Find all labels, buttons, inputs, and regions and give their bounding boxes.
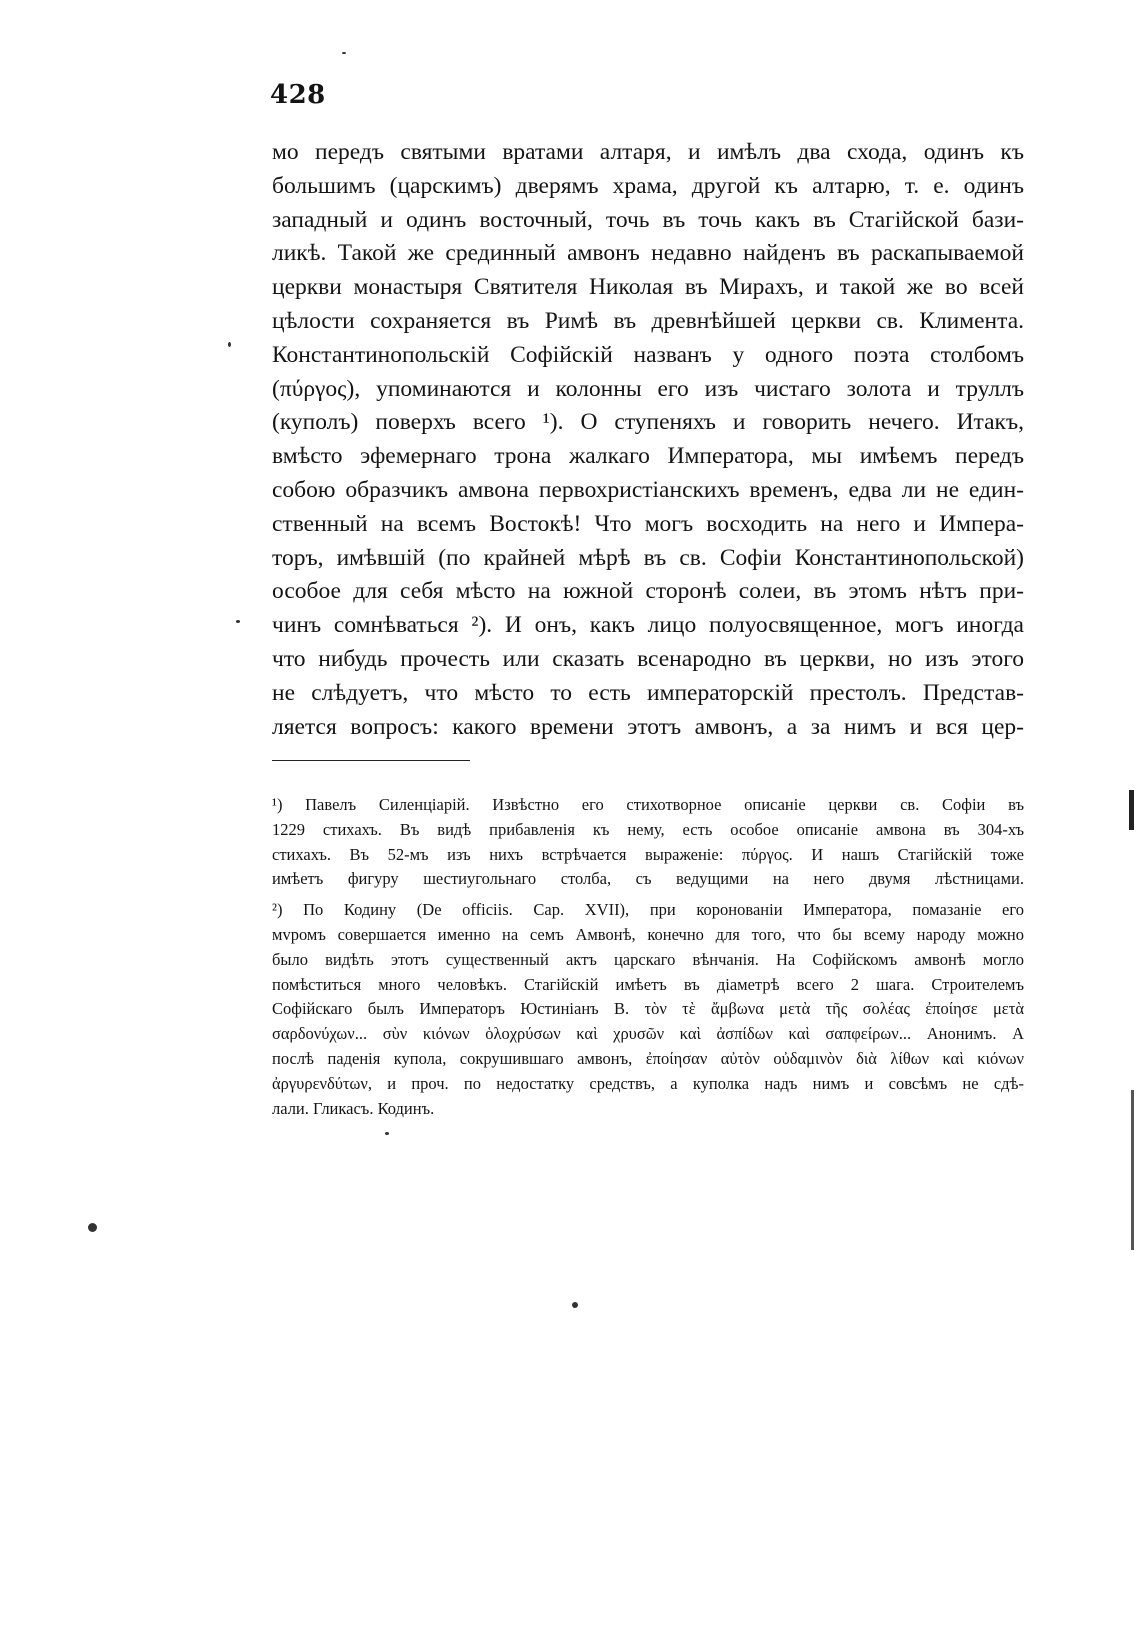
footnote-line: ἀργυρενδύτων, и проч. по недостатку средствъ, а куполка надъ нимъ и совсѣмъ не сдѣ- <box>272 1073 1024 1093</box>
text-line: церкви монастыря Святителя Николая въ Мирахъ, и такой же во всей <box>272 274 1024 301</box>
scan-edge-mark <box>1131 1090 1134 1250</box>
footnote-line: σαρδονύχων... σὺν κιόνων ὁλοχρύσων καὶ χρυσῶν καὶ ἀσπίδων καὶ σαπφείρων... Анонимъ. А <box>272 1024 1024 1044</box>
text-line: западный и одинъ восточный, точь въ точь какъ въ Стагійской бази- <box>272 206 1024 233</box>
text-line: собою образчикъ амвона первохристіанскихъ временъ, едва ли не един- <box>272 476 1024 503</box>
text-line: ляется вопросъ: какого времени этотъ амвонъ, а за нимъ и вся цер- <box>272 713 1024 740</box>
footnote-line: послѣ паденія купола, сокрушившаго амвонъ, ἐποίησαν αὐτὸν οὐδαμινὸν διὰ λίθων καὶ κιόνων <box>272 1048 1024 1068</box>
text-line: (πύργος), упоминаются и колонны его изъ чистаго золота и труллъ <box>272 375 1024 402</box>
footnote-line: ²) По Кодину (De officiis. Cap. XVII), при коронованіи Императора, помазаніе его <box>272 900 1024 920</box>
footnote-line: мvромъ совершается именно на семъ Амвонѣ, конечно для того, что бы всему народу можно <box>272 924 1024 944</box>
text-line: особое для себя мѣсто на южной сторонѣ солеи, въ этомъ нѣтъ при- <box>272 578 1024 605</box>
footnote-2 <box>272 898 1024 1121</box>
footnote-line: помѣститься много человѣкъ. Стагійскій имѣетъ въ діаметрѣ всего 2 шага. Строителемъ <box>272 974 1024 994</box>
footnote-line: ¹) Павелъ Силенціарій. Извѣстно его стихотворное описаніе церкви св. Софіи въ <box>272 795 1024 814</box>
footnote-line: Софійскаго былъ Императоръ Юстиніанъ В. τὸν τὲ ἄμβωνα μετὰ τῆς σολέας ἐποίησε μετὰ <box>272 999 1024 1019</box>
footnote-separator <box>272 760 470 761</box>
footnote-line: было видѣть этотъ существенный актъ царскаго вѣнчанія. На Софійскомъ амвонѣ могло <box>272 949 1024 969</box>
text-line: ственный на всемъ Востокѣ! Что могъ восходить на него и Импера- <box>272 510 1024 537</box>
footnote-line: стихахъ. Въ 52-мъ изъ нихъ встрѣчается выраженіе: πύργος. И нашъ Стагійскій тоже <box>272 844 1024 864</box>
text-line: мо передъ святыми вратами алтаря, и имѣлъ два схода, одинъ къ <box>272 139 1024 165</box>
text-line: торъ, имѣвшій (по крайней мѣрѣ въ св. Софіи Константинопольской) <box>272 544 1024 571</box>
scan-speck <box>236 620 240 623</box>
footnote-line: 1229 стихахъ. Въ видѣ прибавленія къ нему, есть особое описаніе амвона въ 304-хъ <box>272 819 1024 839</box>
footnote-line: имѣетъ фигуру шестиугольнаго столба, съ ведущими на него двумя лѣстницами. <box>272 869 1024 889</box>
text-line: большимъ (царскимъ) дверямъ храма, другой къ алтарю, т. е. одинъ <box>272 172 1024 199</box>
scan-speck <box>342 52 346 54</box>
text-line: вмѣсто эфемернаго трона жалкаго Императора, мы имѣемъ передъ <box>272 443 1024 470</box>
text-line: что нибудь прочесть или сказать всенародно въ церкви, но изъ этого <box>272 645 1024 672</box>
footnote-1 <box>272 793 1024 892</box>
page-number: 428 <box>270 80 326 110</box>
text-line: (куполъ) поверхъ всего ¹). О ступеняхъ и говорить нечего. Итакъ, <box>272 409 1024 436</box>
body-text <box>272 136 1024 744</box>
scan-speck <box>572 1302 578 1308</box>
footnotes <box>272 793 1024 1121</box>
scan-speck <box>228 342 231 347</box>
scan-speck <box>385 1132 389 1135</box>
text-line: не слѣдуетъ, что мѣсто то есть императорскій престолъ. Представ- <box>272 679 1024 706</box>
footnote-line: лали. Гликасъ. Кодинъ. <box>272 1098 435 1118</box>
scan-edge-mark <box>1129 790 1134 830</box>
text-line: чинъ сомнѣваться ²). И онъ, какъ лицо полуосвященное, могъ иногда <box>272 612 1024 639</box>
text-line: Константинопольскій Софійскій названъ у одного поэта столбомъ <box>272 341 1024 368</box>
text-line: цѣлости сохраняется въ Римѣ въ древнѣйшей церкви св. Климента. <box>272 307 1024 334</box>
scan-speck <box>88 1223 97 1232</box>
text-line: ликѣ. Такой же срединный амвонъ недавно найденъ въ раскапываемой <box>272 240 1024 267</box>
